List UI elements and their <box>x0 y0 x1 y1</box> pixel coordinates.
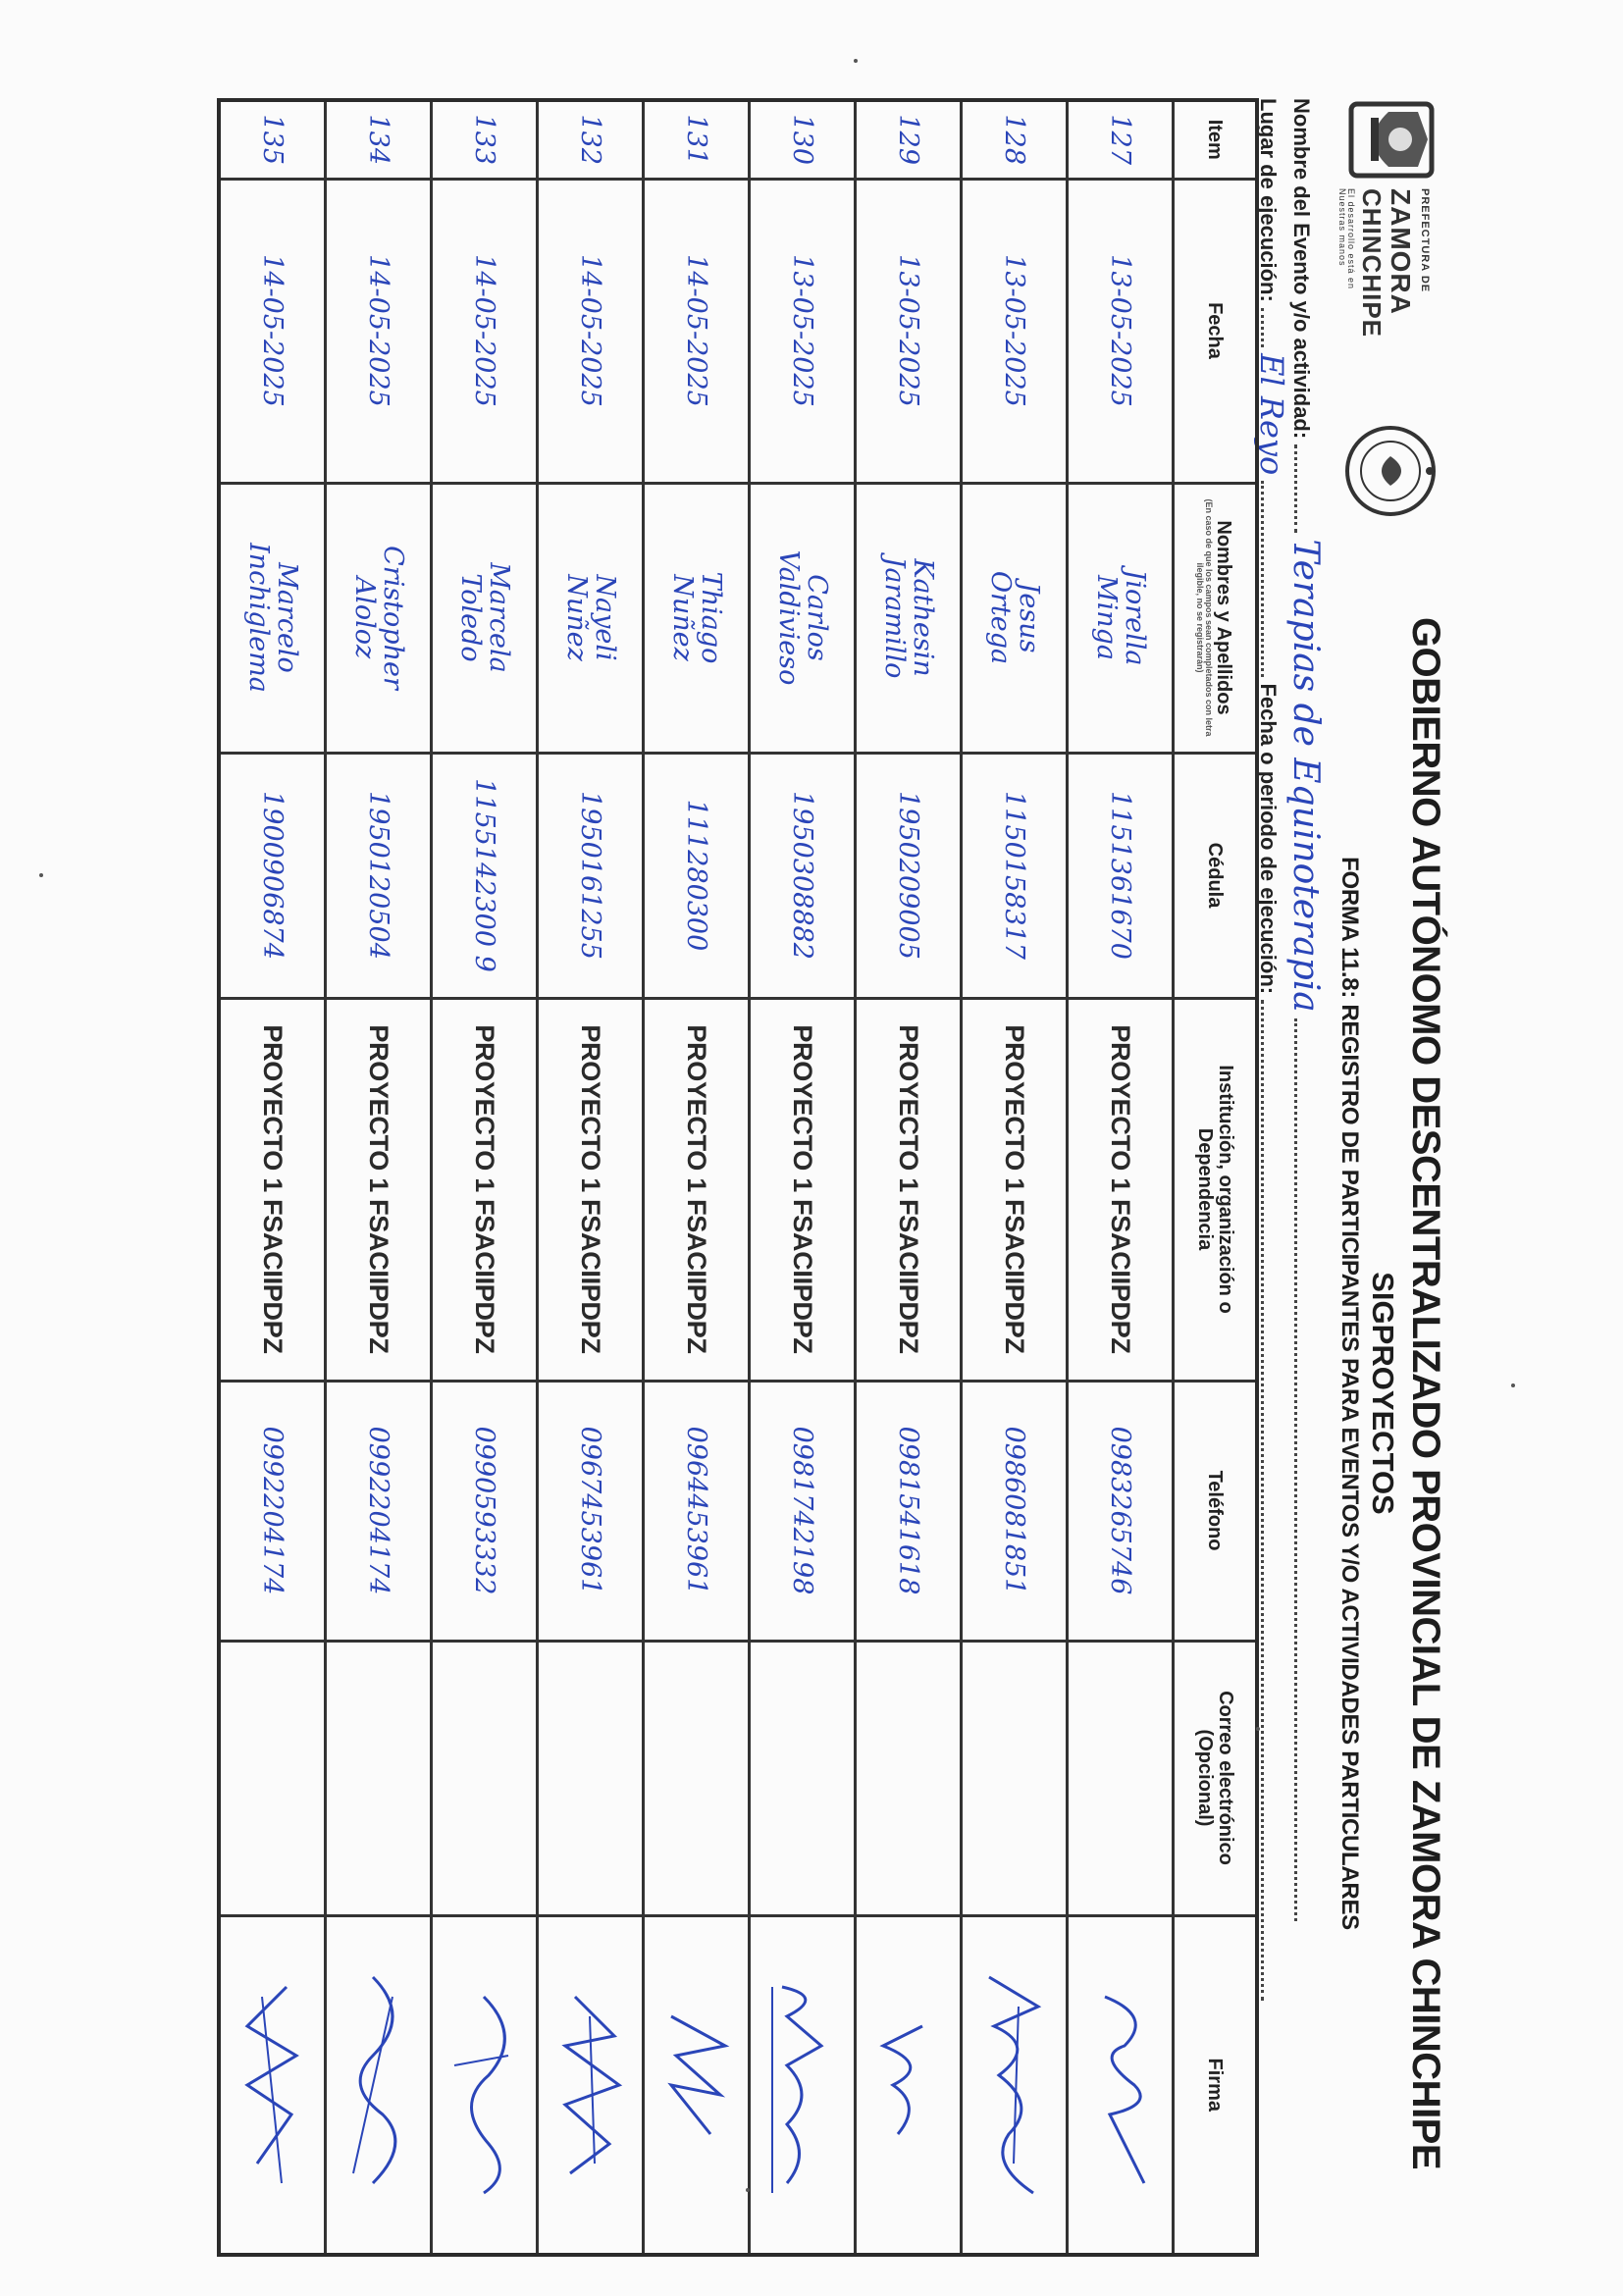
cell-nombre <box>538 483 644 753</box>
cell-nombre <box>962 483 1068 753</box>
nombre-line-1: Marcelo <box>271 562 302 673</box>
nombre-line-2: Toledo <box>455 573 487 662</box>
cell-fecha: 13-05-2025 <box>962 179 1068 483</box>
nombre-line-1: Cristopher <box>377 546 408 690</box>
cell-cedula: 1950161255 <box>538 753 644 998</box>
prefectura-logo <box>1320 98 1438 339</box>
cell-cedula: 1950308882 <box>750 753 856 998</box>
table-header-row <box>1174 100 1258 2255</box>
cell-cedula: 1150158317 <box>962 753 1068 998</box>
cell-cedula: 111280300 <box>644 753 750 998</box>
col-header-correo: Correo electrónico (Opcional) <box>1174 1641 1258 1915</box>
cell-cedula: 1155142300 9 <box>432 753 538 998</box>
cell-nombre <box>1068 483 1174 753</box>
scan-speck <box>746 2188 750 2192</box>
cell-cedula: 1151361670 <box>1068 753 1174 998</box>
seal-logo <box>1336 422 1440 520</box>
table-row <box>326 100 432 2255</box>
cell-item: 127 <box>1068 100 1174 179</box>
logo-line-2: ZAMORA <box>1386 188 1416 315</box>
signature-icon <box>653 1938 741 2232</box>
cell-item: 130 <box>750 100 856 179</box>
cell-nombre <box>750 483 856 753</box>
cell-nombre <box>326 483 432 753</box>
table-row <box>962 100 1068 2255</box>
cell-correo <box>962 1641 1068 1915</box>
cell-firma <box>856 1915 962 2255</box>
nombre-line-1: Jiorella <box>1119 569 1150 666</box>
cell-correo <box>856 1641 962 1915</box>
cell-firma <box>219 1915 326 2255</box>
table-row <box>432 100 538 2255</box>
dotted-rule <box>1294 1018 1313 1921</box>
cell-item: 132 <box>538 100 644 179</box>
table-row <box>750 100 856 2255</box>
signature-icon <box>547 1938 635 2232</box>
nombre-line-1: Jesus <box>1013 582 1044 653</box>
cell-cedula: 1950120504 <box>326 753 432 998</box>
cell-institucion: PROYECTO 1 FSACIIPDPZ <box>644 998 750 1381</box>
cell-nombre <box>219 483 326 753</box>
cell-fecha: 13-05-2025 <box>750 179 856 483</box>
signature-icon <box>441 1938 529 2232</box>
scan-speck <box>1256 1727 1260 1731</box>
scan-speck <box>39 873 43 877</box>
cell-fecha: 13-05-2025 <box>856 179 962 483</box>
cell-fecha: 14-05-2025 <box>644 179 750 483</box>
cell-firma <box>750 1915 856 2255</box>
dotted-rule <box>1261 481 1280 677</box>
dotted-rule <box>1261 308 1280 347</box>
col-header-nombres-note: (En caso de que los campos sean completados con letra ilegible, no se registrarán) <box>1195 498 1215 737</box>
nombre-line-2: Jaramillo <box>879 556 911 679</box>
signature-icon <box>1076 1938 1165 2232</box>
event-name-label: Nombre del Evento y/o actividad: <box>1289 98 1314 440</box>
cell-nombre <box>432 483 538 753</box>
participants-table <box>217 98 1259 2257</box>
cell-correo <box>432 1641 538 1915</box>
signature-icon <box>229 1938 317 2232</box>
cell-cedula: 1900906874 <box>219 753 326 998</box>
table-row <box>219 100 326 2255</box>
table-row <box>856 100 962 2255</box>
cell-fecha: 14-05-2025 <box>219 179 326 483</box>
event-place-value: El Reyo <box>1253 353 1290 476</box>
col-header-cedula: Cédula <box>1174 753 1258 998</box>
cell-telefono: 0983265746 <box>1068 1381 1174 1641</box>
event-date-label: Fecha o periodo de ejecución: <box>1256 683 1281 995</box>
col-header-fecha: Fecha <box>1174 179 1258 483</box>
event-place-label: Lugar de ejecución: <box>1256 98 1281 302</box>
dotted-rule <box>1294 444 1313 533</box>
cell-institucion: PROYECTO 1 FSACIIPDPZ <box>962 998 1068 1381</box>
nombre-line-2: Nuñez <box>667 574 699 661</box>
table-body <box>219 100 1174 2255</box>
cell-fecha: 13-05-2025 <box>1068 179 1174 483</box>
cell-item: 135 <box>219 100 326 179</box>
col-header-nombres-label: Nombres y Apellidos <box>1213 520 1235 715</box>
cell-telefono: 0967453961 <box>538 1381 644 1641</box>
cell-item: 131 <box>644 100 750 179</box>
event-name-value: Terapias de Equinoterapia <box>1285 539 1326 1013</box>
government-title: GOBIERNO AUTÓNOMO DESCENTRALIZADO PROVINCIAL DE ZAMORA CHINCHIPE <box>1404 616 1447 2170</box>
cell-institucion: PROYECTO 1 FSACIIPDPZ <box>750 998 856 1381</box>
col-header-institucion: Institución, organización o Dependencia <box>1174 998 1258 1381</box>
cell-telefono: 0981541618 <box>856 1381 962 1641</box>
cell-item: 129 <box>856 100 962 179</box>
logo-tagline: El desarrollo está en Nuestras manos <box>1337 188 1356 290</box>
cell-fecha: 14-05-2025 <box>538 179 644 483</box>
cell-telefono: 0992204174 <box>326 1381 432 1641</box>
signature-icon <box>864 1938 953 2232</box>
cell-item: 134 <box>326 100 432 179</box>
cell-telefono: 0992204174 <box>219 1381 326 1641</box>
cell-institucion: PROYECTO 1 FSACIIPDPZ <box>219 998 326 1381</box>
col-header-nombres <box>1174 483 1258 753</box>
cell-correo <box>644 1641 750 1915</box>
registration-form-sheet <box>5 98 1457 2276</box>
dotted-rule <box>1261 1000 1280 2001</box>
cell-institucion: PROYECTO 1 FSACIIPDPZ <box>856 998 962 1381</box>
cell-firma <box>538 1915 644 2255</box>
cell-telefono: 0986081851 <box>962 1381 1068 1641</box>
seal-icon <box>1341 422 1440 520</box>
form-title: FORMA 11.8: REGISTRO DE PARTICIPANTES PARA EVENTOS Y/O ACTIVIDADES PARTICULARES <box>1336 857 1363 1930</box>
cell-institucion: PROYECTO 1 FSACIIPDPZ <box>538 998 644 1381</box>
cell-nombre <box>856 483 962 753</box>
nombre-line-1: Marcela <box>483 562 514 673</box>
nombre-line-1: Thiago <box>695 571 726 664</box>
nombre-line-2: Valdivieso <box>773 549 805 686</box>
cell-telefono: 0981742198 <box>750 1381 856 1641</box>
nombre-line-2: Minga <box>1091 574 1123 661</box>
prefectura-crest-icon <box>1344 98 1438 182</box>
col-header-firma: Firma <box>1174 1915 1258 2255</box>
nombre-line-1: Kathesin <box>907 558 938 677</box>
logo-line-1: PREFECTURA DE <box>1419 188 1431 293</box>
scan-speck <box>854 59 858 63</box>
nombre-line-1: Nayeli <box>589 574 620 661</box>
nombre-line-2: Nuñez <box>561 574 593 661</box>
cell-fecha: 14-05-2025 <box>326 179 432 483</box>
cell-firma <box>326 1915 432 2255</box>
cell-institucion: PROYECTO 1 FSACIIPDPZ <box>1068 998 1174 1381</box>
cell-item: 128 <box>962 100 1068 179</box>
nombre-line-2: Aloloz <box>349 576 381 659</box>
cell-firma <box>1068 1915 1174 2255</box>
cell-nombre <box>644 483 750 753</box>
nombre-line-2: Ortega <box>985 570 1017 665</box>
cell-firma <box>644 1915 750 2255</box>
nombre-line-2: Inchiglema <box>243 543 275 693</box>
cell-correo <box>326 1641 432 1915</box>
cell-correo <box>1068 1641 1174 1915</box>
cell-firma <box>432 1915 538 2255</box>
table-row <box>1068 100 1174 2255</box>
cell-institucion: PROYECTO 1 FSACIIPDPZ <box>432 998 538 1381</box>
signature-icon <box>970 1938 1059 2232</box>
signature-icon <box>335 1938 423 2232</box>
system-title: SIGPROYECTOS <box>1366 1272 1400 1515</box>
signature-icon <box>759 1938 847 2232</box>
cell-firma <box>962 1915 1068 2255</box>
cell-telefono: 0990593332 <box>432 1381 538 1641</box>
col-header-item: Item <box>1174 100 1258 179</box>
cell-institucion: PROYECTO 1 FSACIIPDPZ <box>326 998 432 1381</box>
col-header-telefono: Teléfono <box>1174 1381 1258 1641</box>
cell-correo <box>750 1641 856 1915</box>
table-row <box>538 100 644 2255</box>
cell-telefono: 0964453961 <box>644 1381 750 1641</box>
scan-speck <box>1511 1383 1515 1387</box>
table-row <box>644 100 750 2255</box>
cell-correo <box>538 1641 644 1915</box>
cell-item: 133 <box>432 100 538 179</box>
nombre-line-1: Carlos <box>801 574 832 661</box>
cell-correo <box>219 1641 326 1915</box>
logo-line-3: CHINCHIPE <box>1357 188 1387 339</box>
event-name-line <box>1285 98 1326 1921</box>
cell-cedula: 1950209005 <box>856 753 962 998</box>
cell-fecha: 14-05-2025 <box>432 179 538 483</box>
